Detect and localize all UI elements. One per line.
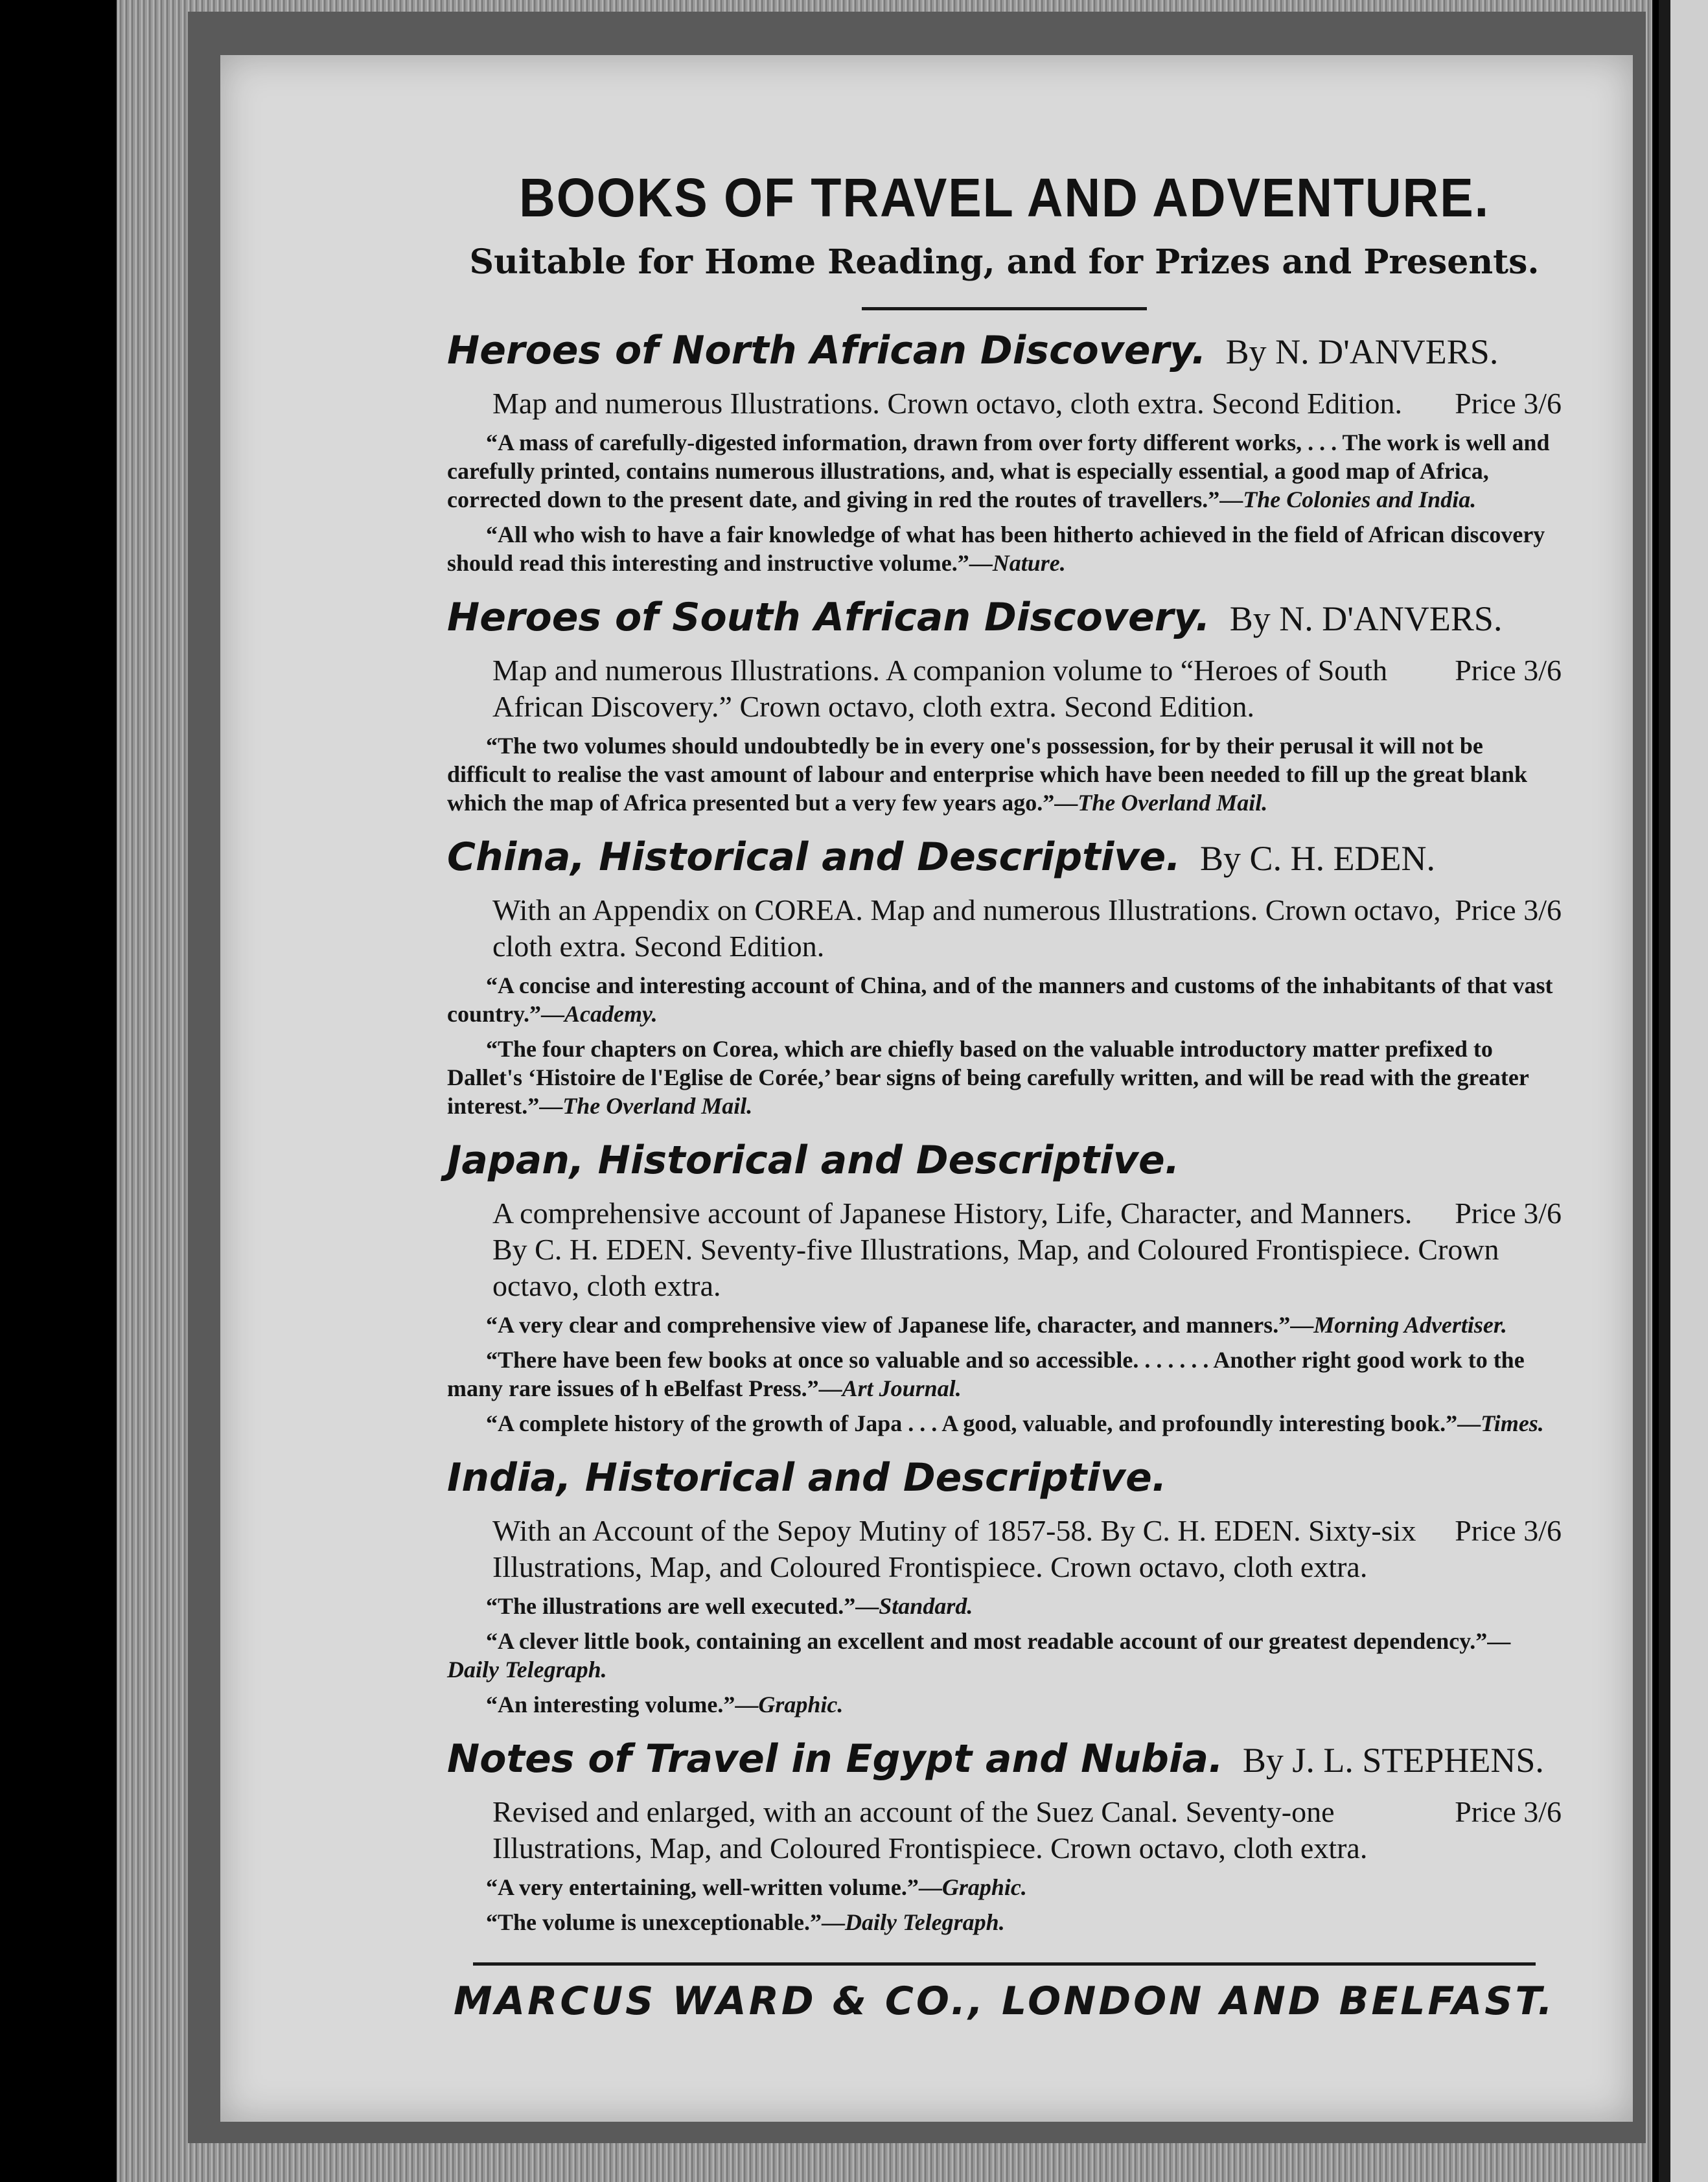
review-text: “The illustrations are well executed.”— bbox=[486, 1593, 879, 1619]
review-source: Nature. bbox=[992, 550, 1066, 576]
review-text: “A very entertaining, well-written volume.”— bbox=[486, 1874, 942, 1900]
review-source: Morning Advertiser. bbox=[1313, 1312, 1507, 1338]
review-source: Graphic. bbox=[758, 1692, 844, 1717]
review-source: The Overland Mail. bbox=[562, 1093, 753, 1119]
review-source: Daily Telegraph. bbox=[845, 1909, 1005, 1935]
footer-divider bbox=[473, 1962, 1536, 1966]
review-text: “All who wish to have a fair knowledge of what has been hitherto achieved in the field of African discovery should read this interesting and instructive volume.”— bbox=[447, 522, 1545, 576]
review-text: “The volume is unexceptionable.”— bbox=[486, 1909, 846, 1935]
review-source: Academy. bbox=[564, 1001, 658, 1027]
book-entry bbox=[447, 1136, 1562, 1438]
book-entry-heading bbox=[447, 326, 1562, 385]
book-list bbox=[447, 326, 1562, 1936]
book-description-block bbox=[492, 892, 1562, 965]
review-source: Times. bbox=[1481, 1410, 1544, 1436]
review-quote bbox=[447, 520, 1562, 577]
book-description: With an Appendix on COREA. Map and numerous Illustrations. Crown octavo, cloth extra. Second Edition. bbox=[492, 893, 1441, 963]
review-quote bbox=[447, 1592, 1562, 1620]
review-text: “A concise and interesting account of China, and of the manners and customs of the inhabitants of that vast country.”— bbox=[447, 972, 1553, 1027]
book-description-block bbox=[492, 1195, 1562, 1304]
review-quote bbox=[447, 731, 1562, 817]
review-quote bbox=[447, 1346, 1562, 1403]
book-title: Heroes of South African Discovery. bbox=[447, 595, 1210, 640]
review-quote bbox=[447, 1908, 1562, 1936]
title-divider bbox=[862, 307, 1147, 310]
review-source: The Colonies and India. bbox=[1243, 487, 1477, 512]
book-price: Price 3/6 bbox=[1455, 893, 1562, 926]
review-source: Graphic. bbox=[941, 1874, 1027, 1900]
book-entry-heading bbox=[447, 1453, 1562, 1513]
book-description: With an Account of the Sepoy Mutiny of 1857-58. By C. H. EDEN. Sixty-six Illustrations, Map, and Coloured Frontispiece. Crown octavo, cloth extra. bbox=[492, 1514, 1416, 1583]
review-text: “The four chapters on Corea, which are chiefly based on the valuable introductory matter prefixed to Dallet's ‘Histoire de l'Eglise de Corée,’ bear signs of being carefully written, and will be read with the greater interest.”— bbox=[447, 1036, 1529, 1119]
review-quote bbox=[447, 1311, 1562, 1339]
review-source: Standard. bbox=[879, 1593, 973, 1619]
book-description: Revised and enlarged, with an account of the Suez Canal. Seventy-one Illustrations, Map, and Coloured Frontispiece. Crown octavo, cloth extra. bbox=[492, 1795, 1368, 1865]
book-author: By N. D'ANVERS. bbox=[1229, 599, 1503, 638]
book-price: Price 3/6 bbox=[1455, 654, 1562, 687]
review-quote bbox=[447, 1035, 1562, 1120]
publisher-imprint: MARCUS WARD & CO., LONDON AND BELFAST. bbox=[454, 1979, 1555, 2024]
book-title: Notes of Travel in Egypt and Nubia. bbox=[447, 1736, 1223, 1782]
book-title: India, Historical and Descriptive. bbox=[447, 1455, 1167, 1500]
review-text: “The two volumes should undoubtedly be in every one's possession, for by their perusal it will not be difficult to realise the vast amount of labour and enterprise which have been needed to fill up the great blank which the map of Africa presented but a very few years ago.”— bbox=[447, 733, 1528, 816]
book-title: Heroes of North African Discovery. bbox=[447, 328, 1206, 373]
review-quote bbox=[447, 1873, 1562, 1901]
book-description: Map and numerous Illustrations. Crown octavo, cloth extra. Second Edition. bbox=[492, 387, 1403, 420]
review-text: “A clever little book, containing an excellent and most readable account of our greatest dependency.”— bbox=[486, 1628, 1511, 1654]
review-quote bbox=[447, 1690, 1562, 1719]
book-entry bbox=[447, 593, 1562, 817]
book-price: Price 3/6 bbox=[1455, 387, 1562, 420]
review-quote bbox=[447, 428, 1562, 514]
review-source: Daily Telegraph. bbox=[447, 1657, 607, 1682]
review-source: The Overland Mail. bbox=[1078, 790, 1268, 816]
review-text: “There have been few books at once so valuable and so accessible. . . . . . . Another right good work to the many rare issues of h eBelfast Press.”— bbox=[447, 1347, 1525, 1401]
book-entry bbox=[447, 1453, 1562, 1719]
book-description-block bbox=[492, 1794, 1562, 1866]
book-description: Map and numerous Illustrations. A companion volume to “Heroes of South African Discovery.” Crown octavo, cloth extra. Second Edition. bbox=[492, 654, 1388, 723]
book-entry-heading bbox=[447, 1734, 1562, 1794]
book-description-block bbox=[492, 385, 1562, 422]
book-author: By C. H. EDEN. bbox=[1200, 839, 1436, 878]
review-text: “A complete history of the growth of Japa . . . A good, valuable, and profoundly interesting book.”— bbox=[486, 1410, 1481, 1436]
book-price: Price 3/6 bbox=[1455, 1795, 1562, 1828]
book-description-block bbox=[492, 652, 1562, 725]
review-text: “A very clear and comprehensive view of Japanese life, character, and manners.”— bbox=[486, 1312, 1314, 1338]
book-price: Price 3/6 bbox=[1455, 1514, 1562, 1547]
book-price: Price 3/6 bbox=[1455, 1197, 1562, 1230]
book-entry bbox=[447, 833, 1562, 1120]
page-subtitle: Suitable for Home Reading, and for Prizes and Presents. bbox=[469, 242, 1540, 282]
book-author: By J. L. STEPHENS. bbox=[1242, 1741, 1544, 1780]
book-entry bbox=[447, 326, 1562, 577]
review-quote bbox=[447, 1409, 1562, 1438]
page-title: BOOKS OF TRAVEL AND ADVENTURE. bbox=[519, 167, 1490, 228]
book-entry bbox=[447, 1734, 1562, 1936]
page-content bbox=[447, 162, 1562, 2024]
book-entry-heading bbox=[447, 833, 1562, 892]
book-author: By N. D'ANVERS. bbox=[1225, 332, 1499, 371]
review-text: “A mass of carefully-digested information, drawn from over forty different works, . . . The work is well and carefully printed, contains numerous illustrations, and, what is especially essential, a good map of Africa, corrected down to the present date, and giving in red the routes of travellers.”— bbox=[447, 430, 1550, 512]
book-title: Japan, Historical and Descriptive. bbox=[447, 1138, 1180, 1183]
review-source: Art Journal. bbox=[842, 1375, 962, 1401]
book-description-block bbox=[492, 1513, 1562, 1585]
review-quote bbox=[447, 971, 1562, 1028]
review-quote bbox=[447, 1627, 1562, 1684]
book-entry-heading bbox=[447, 1136, 1562, 1195]
book-title: China, Historical and Descriptive. bbox=[447, 834, 1181, 880]
book-description: A comprehensive account of Japanese History, Life, Character, and Manners. By C. H. EDEN. Seventy-five Illustrations, Map, and Coloured Frontispiece. Crown octavo, cloth extra. bbox=[492, 1197, 1499, 1302]
book-entry-heading bbox=[447, 593, 1562, 652]
review-text: “An interesting volume.”— bbox=[486, 1692, 759, 1717]
facing-page-edge bbox=[1659, 0, 1708, 2182]
